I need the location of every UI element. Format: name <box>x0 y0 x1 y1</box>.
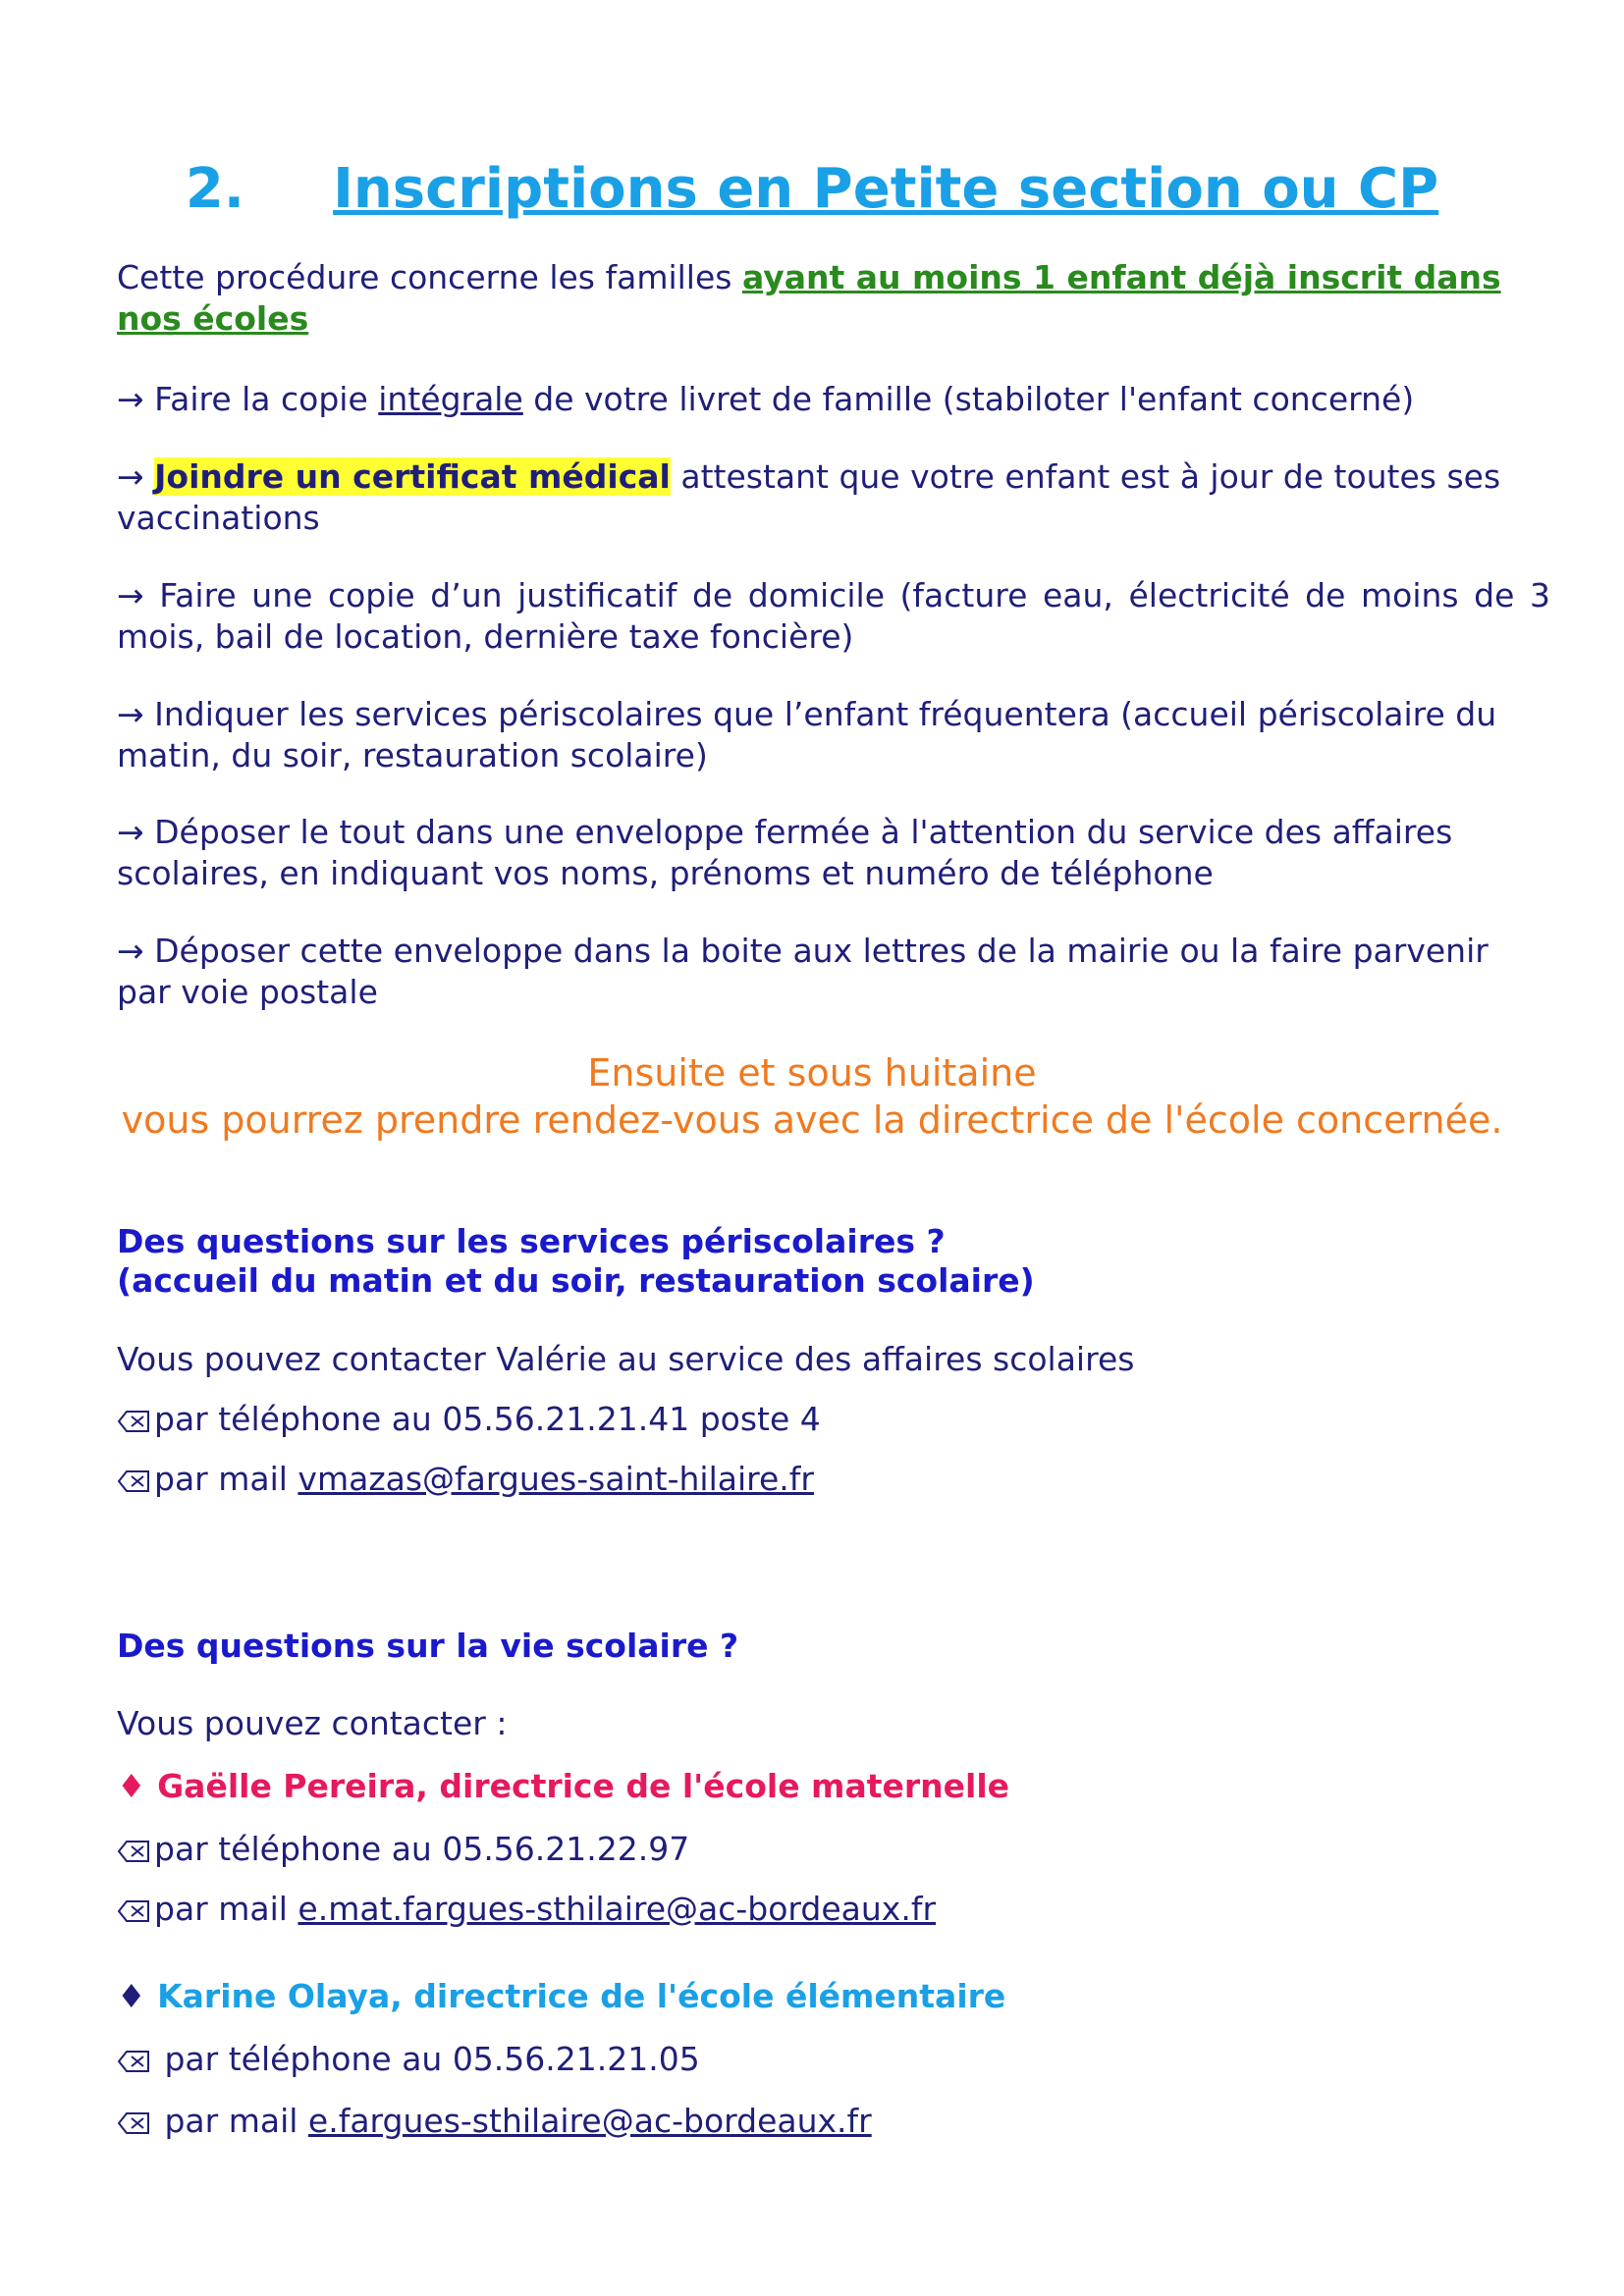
envelope-x-icon <box>117 1468 150 1494</box>
envelope-x-icon <box>117 1409 150 1434</box>
envelope-x-icon <box>117 1898 150 1924</box>
vie-scolaire-heading: Des questions sur la vie scolaire ? <box>117 1627 739 1665</box>
diamond-bullet-icon: ♦ <box>117 1767 146 1805</box>
periscolaire-contact: Vous pouvez contacter Valérie au service des affaires scolaires <box>117 1340 1135 1378</box>
maternelle-mail-line <box>117 1889 1550 1930</box>
periscolaire-mail-link[interactable]: vmazas@fargues-saint-hilaire.fr <box>298 1460 814 1498</box>
periscolaire-mail-label: par mail <box>154 1460 298 1498</box>
arrow-icon: → <box>117 695 144 733</box>
maternelle-name-line <box>117 1766 1550 1807</box>
step-3-text: Faire une copie d’un justificatif de domicile (facture eau, électricité de moins de 3 mois, bail de location, dernière taxe foncière) <box>117 576 1550 656</box>
arrow-icon: → <box>117 932 144 970</box>
arrow-icon: → <box>117 576 144 614</box>
elementaire-director: Karine Olaya, directrice de l'école élémentaire <box>145 1977 1006 2015</box>
envelope-x-icon <box>117 2110 150 2136</box>
title-text: Inscriptions en Petite section ou CP <box>333 157 1439 221</box>
step-2 <box>117 456 1550 539</box>
elementaire-mail-link[interactable]: e.fargues-sthilaire@ac-bordeaux.fr <box>307 2102 872 2140</box>
notice-line-1: Ensuite et sous huitaine <box>587 1051 1037 1095</box>
periscolaire-phone-line <box>117 1399 1550 1440</box>
notice-line-2: vous pourrez prendre rendez-vous avec la directrice de l'école concernée. <box>121 1098 1503 1142</box>
step-6 <box>117 931 1550 1013</box>
step-1-underline: intégrale <box>378 380 523 418</box>
page-title <box>0 157 1624 221</box>
intro-emphasis: ayant au moins 1 enfant déjà inscrit dans nos écoles <box>117 258 1501 338</box>
diamond-bullet-icon: ♦ <box>117 1977 146 2015</box>
step-4-text: Indiquer les services périscolaires que l’enfant fréquentera (accueil périscolaire du matin, du soir, restauration scolaire) <box>117 695 1497 774</box>
elementaire-name-line <box>117 1976 1550 2017</box>
step-4 <box>117 694 1550 776</box>
elementaire-phone-line <box>117 2039 1550 2080</box>
intro-text: Cette procédure concerne les familles <box>117 258 742 296</box>
elementaire-phone: par téléphone au 05.56.21.21.05 <box>154 2040 700 2078</box>
step-1-text-end: de votre livret de famille (stabiloter l'enfant concerné) <box>522 380 1415 418</box>
step-5 <box>117 812 1550 894</box>
step-6-text: Déposer cette enveloppe dans la boite aux lettres de la mairie ou la faire parvenir par voie postale <box>117 932 1489 1011</box>
step-5-text: Déposer le tout dans une enveloppe fermée à l'attention du service des affaires scolaires, en indiquant vos noms, prénoms et numéro de téléphone <box>117 813 1453 892</box>
periscolaire-heading: Des questions sur les services périscolaires ? <box>117 1222 946 1260</box>
maternelle-director: Gaëlle Pereira, directrice de l'école maternelle <box>145 1767 1010 1805</box>
step-3 <box>117 575 1550 658</box>
title-number: 2. <box>185 157 245 221</box>
envelope-x-icon <box>117 1839 150 1864</box>
step-1-text: Faire la copie <box>143 380 379 418</box>
arrow-icon: → <box>117 813 144 851</box>
step-2-highlight: Joindre un certificat médical <box>154 457 671 496</box>
step-1 <box>117 379 1550 420</box>
elementaire-mail-label: par mail <box>154 2102 308 2140</box>
periscolaire-mail-line <box>117 1459 1550 1500</box>
periscolaire-phone: par téléphone au 05.56.21.21.41 poste 4 <box>154 1400 821 1438</box>
step-2-text: attestant que votre enfant est à jour de toutes ses vaccinations <box>117 457 1501 537</box>
arrow-icon: → <box>117 457 144 496</box>
intro-paragraph <box>117 257 1550 340</box>
elementaire-mail-line <box>117 2101 1550 2142</box>
periscolaire-subheading: (accueil du matin et du soir, restauration scolaire) <box>117 1261 1035 1300</box>
envelope-x-icon <box>117 2049 150 2074</box>
maternelle-phone: par téléphone au 05.56.21.22.97 <box>154 1830 690 1868</box>
vie-scolaire-contact: Vous pouvez contacter : <box>117 1704 508 1742</box>
arrow-icon: → <box>117 380 144 418</box>
maternelle-phone-line <box>117 1829 1550 1870</box>
maternelle-mail-link[interactable]: e.mat.fargues-sthilaire@ac-bordeaux.fr <box>298 1890 937 1928</box>
maternelle-mail-label: par mail <box>154 1890 298 1928</box>
